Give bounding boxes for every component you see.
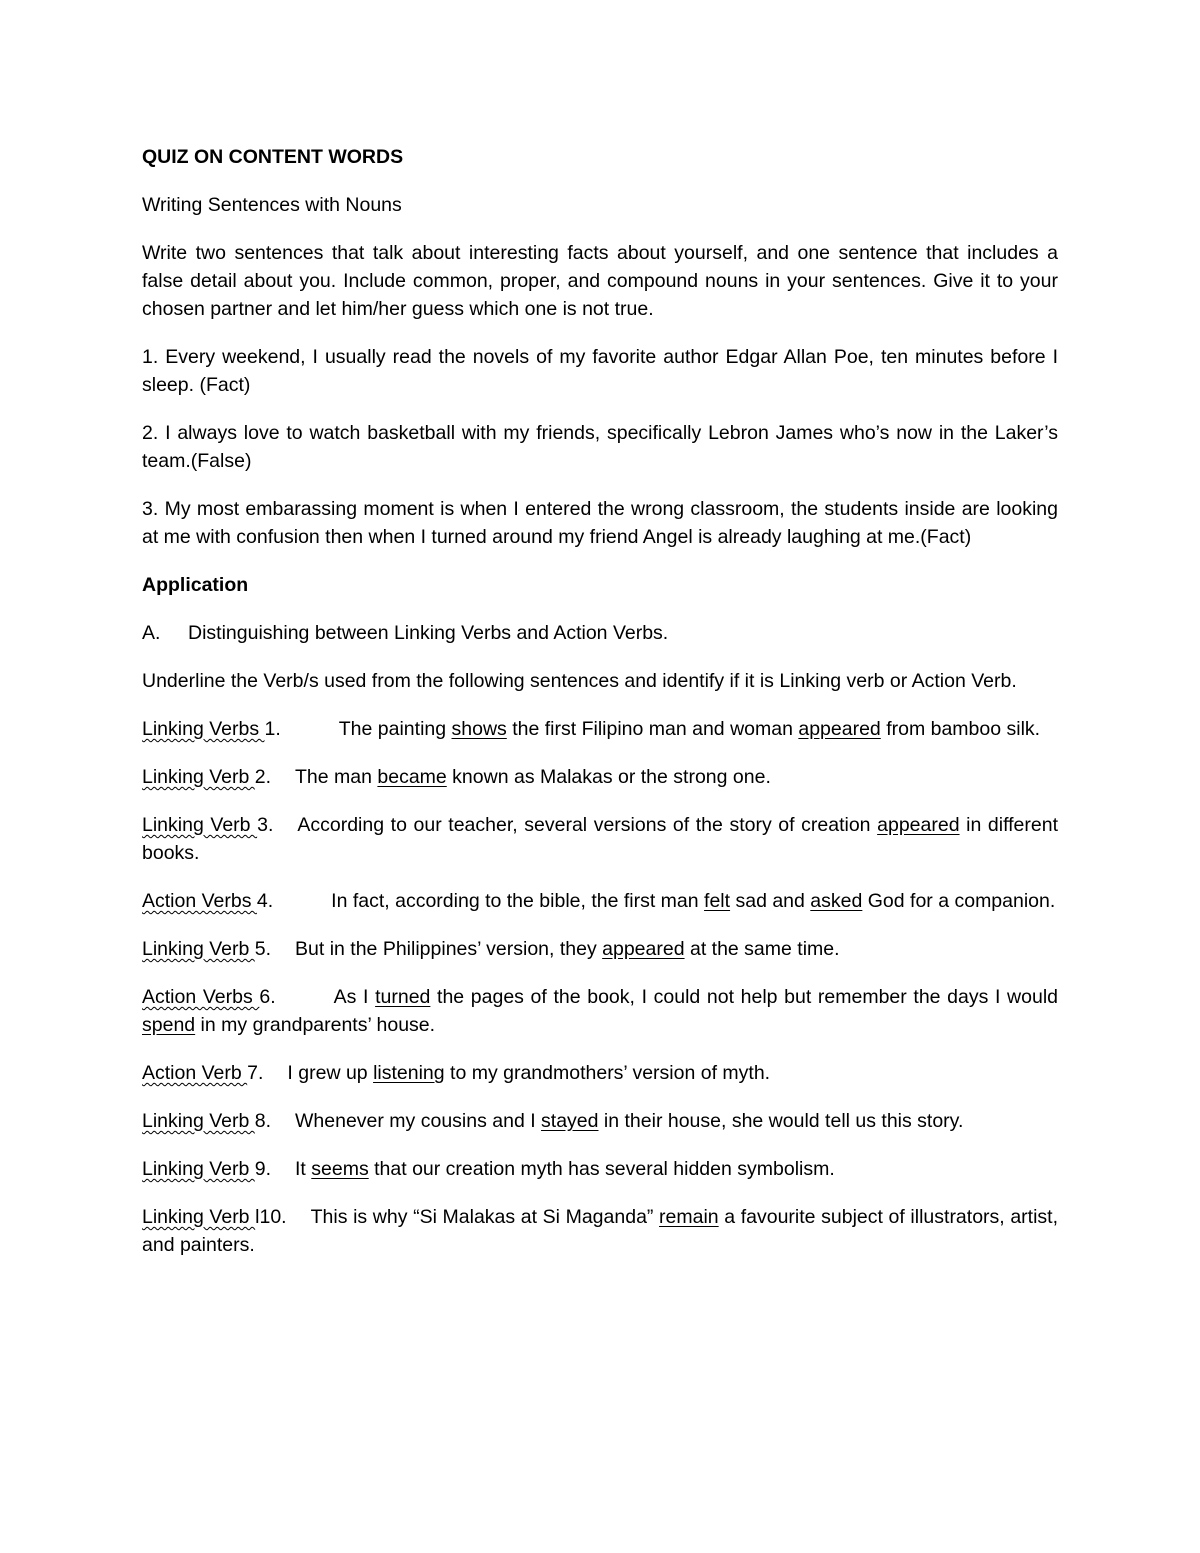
answer-label: Linking Verb: [142, 1110, 255, 1132]
underlined-verb: spend: [142, 1014, 196, 1036]
sentence-text: the pages of the book, I could not help but remember the days I would: [430, 986, 1058, 1008]
sentence-text: the first Filipino man and woman: [506, 718, 799, 740]
nouns-section-heading: Writing Sentences with Nouns: [142, 194, 402, 216]
verb-exercise-item: [142, 887, 1058, 915]
sentence-text: God for a companion.: [862, 890, 1056, 912]
item-number: 2.: [254, 766, 272, 788]
sentence-text: from bamboo silk.: [880, 718, 1041, 740]
sentence-text: in my grandparents’ house.: [195, 1014, 436, 1036]
answer-label: Linking Verb: [142, 1158, 255, 1180]
verb-exercise-item: [142, 715, 1058, 743]
underlined-verb: appeared: [877, 814, 960, 836]
underlined-verb: appeared: [602, 938, 685, 960]
verb-exercise-item: [142, 1203, 1058, 1259]
answer-label: Action Verb: [142, 1062, 248, 1084]
underlined-verb: shows: [451, 718, 507, 740]
item-number: 9.: [254, 1158, 272, 1180]
item-number: 7.: [247, 1062, 264, 1084]
sentence-text: in their house, she would tell us this story.: [598, 1110, 964, 1132]
verb-exercise-item: [142, 1107, 1058, 1135]
underlined-verb: seems: [311, 1158, 369, 1180]
underlined-verb: stayed: [541, 1110, 599, 1132]
application-item-a: [142, 619, 1058, 647]
answer-label: Linking Verb: [142, 1206, 256, 1228]
sentence-text: This is why “Si Malakas at Si Maganda”: [310, 1206, 660, 1228]
underlined-verb: appeared: [798, 718, 881, 740]
document-title: QUIZ ON CONTENT WORDS: [142, 146, 404, 168]
noun-sentence: 3. My most embarassing moment is when I entered the wrong classroom, the students inside are looking at me with confusion then when I turned around my friend Angel is already laughing at me.(Fact): [142, 498, 1058, 548]
sentence-text: It: [295, 1158, 312, 1180]
sentence-text: According to our teacher, several versions of the story of creation: [297, 814, 878, 836]
underlined-verb: became: [377, 766, 447, 788]
sentence-text: to my grandmothers’ version of myth.: [444, 1062, 771, 1084]
sentence-text: I grew up: [287, 1062, 374, 1084]
verb-exercise-item: [142, 1155, 1058, 1183]
answer-label: Linking Verbs: [142, 718, 265, 740]
verb-exercise-item: [142, 983, 1058, 1039]
answer-label: Linking Verb: [142, 766, 255, 788]
item-number: 5.: [254, 938, 272, 960]
sentence-text: The man: [295, 766, 378, 788]
answer-label: Action Verbs: [142, 890, 257, 912]
sentence-text: that our creation myth has several hidden symbolism.: [368, 1158, 835, 1180]
noun-sentence: 1. Every weekend, I usually read the novels of my favorite author Edgar Allan Poe, ten minutes before I sleep. (Fact): [142, 346, 1058, 396]
list-item-text: Distinguishing between Linking Verbs and Action Verbs.: [188, 622, 669, 644]
verb-exercise-item: [142, 935, 1058, 963]
sentence-text: known as Malakas or the strong one.: [446, 766, 771, 788]
application-instructions: Underline the Verb/s used from the following sentences and identify if it is Linking verb or Action Verb.: [142, 670, 1017, 692]
item-number: 3.: [257, 814, 274, 836]
sentence-text: in different books.: [142, 814, 1059, 864]
sentence-text: at the same time.: [684, 938, 840, 960]
noun-sentence: 2. I always love to watch basketball with my friends, specifically Lebron James who’s now in the Laker’s team.(False): [142, 422, 1058, 472]
item-number: 8.: [254, 1110, 272, 1132]
underlined-verb: remain: [659, 1206, 719, 1228]
sentence-text: But in the Philippines’ version, they: [295, 938, 603, 960]
answer-label: Linking Verb: [142, 814, 258, 836]
nouns-instructions: Write two sentences that talk about interesting facts about yourself, and one sentence that includes a false detail about you. Include common, proper, and compound nouns in your sentences. Give it to your chosen partner and let him/her guess which one is not true.: [142, 242, 1058, 320]
underlined-verb: felt: [704, 890, 731, 912]
sentence-text: Whenever my cousins and I: [295, 1110, 542, 1132]
sentence-text: In fact, according to the bible, the first man: [331, 890, 705, 912]
sentence-text: a favourite subject of illustrators, artist, and painters.: [142, 1206, 1058, 1256]
verb-exercise-item: [142, 763, 1058, 791]
answer-label: Linking Verb: [142, 938, 255, 960]
sentence-text: sad and: [730, 890, 811, 912]
item-number: 1.: [264, 718, 281, 740]
verb-exercise-item: [142, 811, 1058, 867]
sentence-text: The painting: [338, 718, 452, 740]
verb-exercise-item: [142, 1059, 1058, 1087]
underlined-verb: asked: [810, 890, 863, 912]
underlined-verb: listening: [373, 1062, 445, 1084]
list-marker: A.: [142, 622, 161, 644]
underlined-verb: turned: [375, 986, 431, 1008]
answer-label: Action Verbs: [142, 986, 260, 1008]
item-number: l10.: [255, 1206, 287, 1228]
item-number: 6.: [259, 986, 276, 1008]
sentence-text: As I: [333, 986, 376, 1008]
item-number: 4.: [256, 890, 274, 912]
application-heading: Application: [142, 574, 249, 596]
